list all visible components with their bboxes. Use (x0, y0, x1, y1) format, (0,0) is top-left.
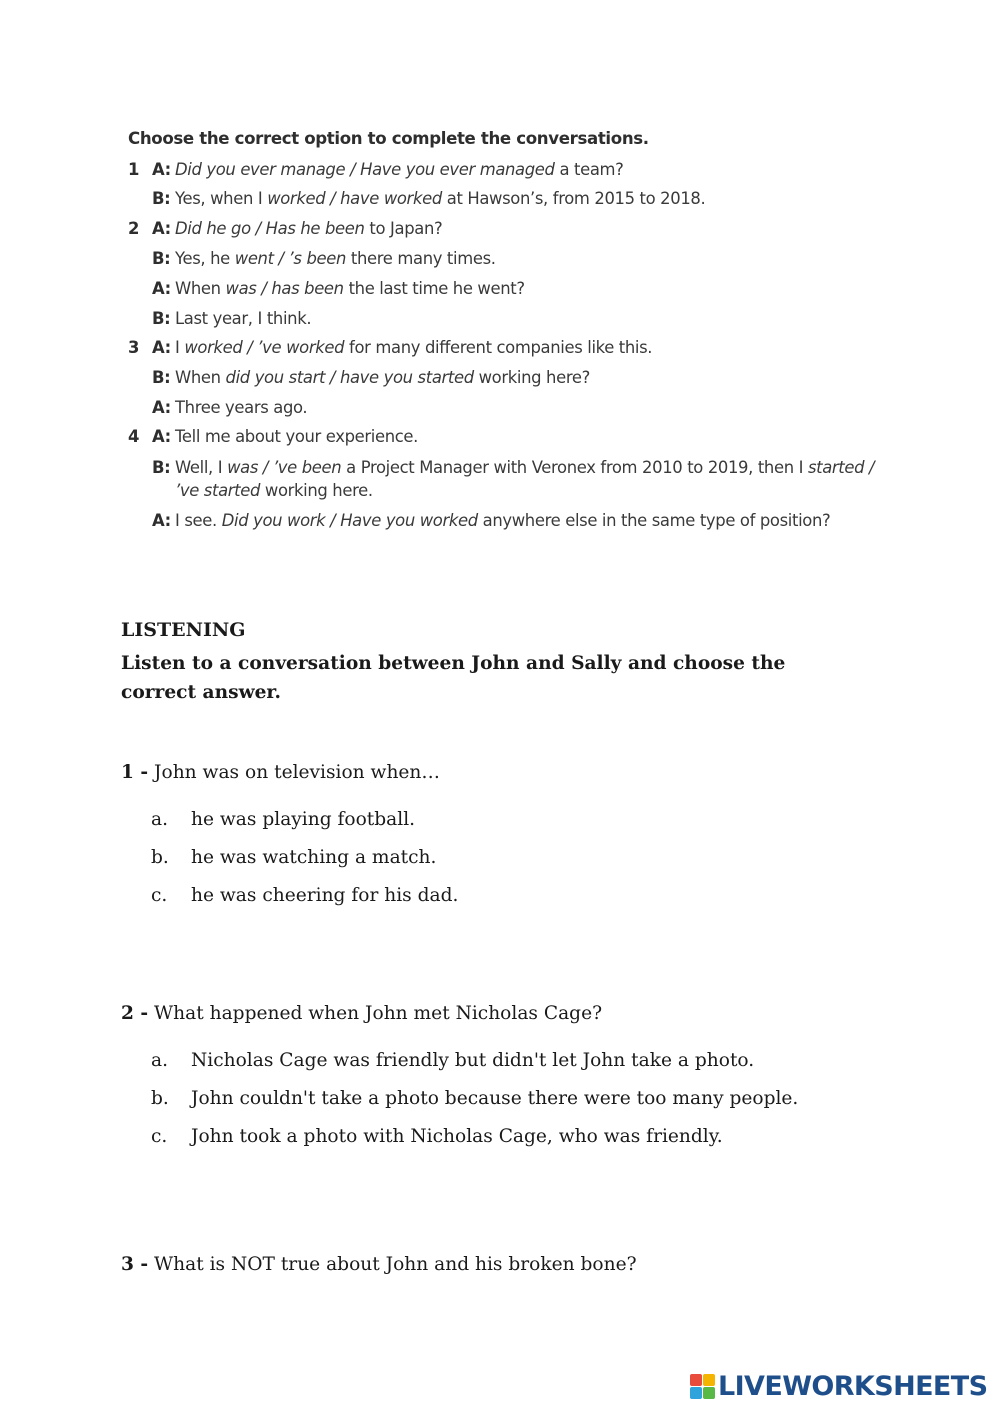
speaker-label: B: (152, 309, 171, 328)
line-fragment: to Japan? (364, 219, 443, 238)
option-letter: a. (151, 1050, 168, 1071)
listening-instruction: Listen to a conversation between John and Sally and choose the correct answer. (121, 653, 786, 703)
line-text (175, 511, 830, 530)
logo-icon (690, 1374, 716, 1400)
option-letter: a. (151, 809, 168, 830)
line-text (175, 338, 652, 357)
line-text (175, 458, 874, 477)
option-choice[interactable]: did you start / have you started (225, 368, 474, 387)
question (121, 762, 440, 783)
line-text (175, 427, 418, 446)
logo-text: LIVEWORKSHEETS (718, 1371, 988, 1402)
option-letter: b. (151, 847, 169, 868)
speaker-label: A: (152, 279, 171, 298)
speaker-label: B: (152, 249, 171, 268)
question-number: 1 - (121, 762, 149, 783)
line-fragment: Tell me about your experience. (175, 427, 419, 446)
option-text: he was playing football. (191, 809, 416, 830)
option-text: he was watching a match. (191, 847, 437, 868)
option-choice[interactable]: Did he go / Has he been (175, 219, 365, 238)
speaker-label: A: (152, 338, 171, 357)
line-fragment: working here. (260, 481, 373, 500)
listening-title: LISTENING (121, 619, 246, 641)
line-fragment: I see. (175, 511, 222, 530)
question-text: John was on television when… (148, 762, 441, 783)
option-choice[interactable]: was / ’ve been (227, 458, 342, 477)
line-fragment: a team? (554, 160, 624, 179)
option-letter: b. (151, 1088, 169, 1109)
speaker-label: A: (152, 160, 171, 179)
line-text (175, 398, 307, 417)
option-text: John took a photo with Nicholas Cage, who was friendly. (191, 1126, 723, 1147)
line-text (175, 481, 373, 500)
speaker-label: A: (152, 398, 171, 417)
option-text: John couldn't take a photo because there were too many people. (191, 1088, 799, 1109)
speaker-label: B: (152, 368, 171, 387)
line-fragment: working here? (473, 368, 590, 387)
item-number: 1 (128, 160, 140, 179)
line-fragment: I (175, 338, 185, 357)
line-fragment: When (175, 279, 226, 298)
line-fragment: Yes, he (175, 249, 235, 268)
line-fragment: anywhere else in the same type of position? (477, 511, 831, 530)
speaker-label: B: (152, 458, 171, 477)
line-fragment: When (175, 368, 226, 387)
line-fragment: at Hawson’s, from 2015 to 2018. (441, 189, 706, 208)
option-choice[interactable]: Did you work / Have you worked (221, 511, 478, 530)
question-text: What happened when John met Nicholas Cage? (148, 1003, 603, 1024)
item-number: 4 (128, 427, 140, 446)
exercise-title: Choose the correct option to complete the conversations. (128, 129, 649, 148)
line-text (175, 160, 624, 179)
option-choice[interactable]: went / ’s been (234, 249, 347, 268)
line-text (175, 279, 525, 298)
option-letter: c. (151, 1126, 168, 1147)
option-choice[interactable]: was / has been (225, 279, 344, 298)
line-text (175, 309, 311, 328)
option-choice[interactable]: ’ve started (175, 481, 261, 500)
option-choice[interactable]: worked / ’ve worked (184, 338, 345, 357)
question (121, 1254, 637, 1275)
question (121, 1003, 602, 1024)
option-choice[interactable]: Did you ever manage / Have you ever managed (175, 160, 555, 179)
line-fragment: there many times. (346, 249, 496, 268)
line-fragment: Well, I (175, 458, 228, 477)
line-text (175, 249, 496, 268)
line-text (175, 189, 705, 208)
speaker-label: B: (152, 189, 171, 208)
question-text: What is NOT true about John and his broken bone? (148, 1254, 637, 1275)
option-text: he was cheering for his dad. (191, 885, 459, 906)
question-number: 3 - (121, 1254, 149, 1275)
item-number: 3 (128, 338, 140, 357)
speaker-label: A: (152, 427, 171, 446)
option-text: Nicholas Cage was friendly but didn't let John take a photo. (191, 1050, 755, 1071)
option-choice[interactable]: started / (807, 458, 875, 477)
item-number: 2 (128, 219, 140, 238)
line-fragment: Three years ago. (175, 398, 308, 417)
line-fragment: for many different companies like this. (344, 338, 653, 357)
option-letter: c. (151, 885, 168, 906)
line-fragment: a Project Manager with Veronex from 2010 to 2019, then I (341, 458, 808, 477)
speaker-label: A: (152, 219, 171, 238)
question-number: 2 - (121, 1003, 149, 1024)
line-text (175, 219, 442, 238)
line-fragment: Last year, I think. (175, 309, 312, 328)
line-text (175, 368, 590, 387)
line-fragment: the last time he went? (343, 279, 525, 298)
line-fragment: Yes, when I (175, 189, 268, 208)
speaker-label: A: (152, 511, 171, 530)
liveworksheets-logo (690, 1372, 987, 1402)
option-choice[interactable]: worked / have worked (267, 189, 442, 208)
